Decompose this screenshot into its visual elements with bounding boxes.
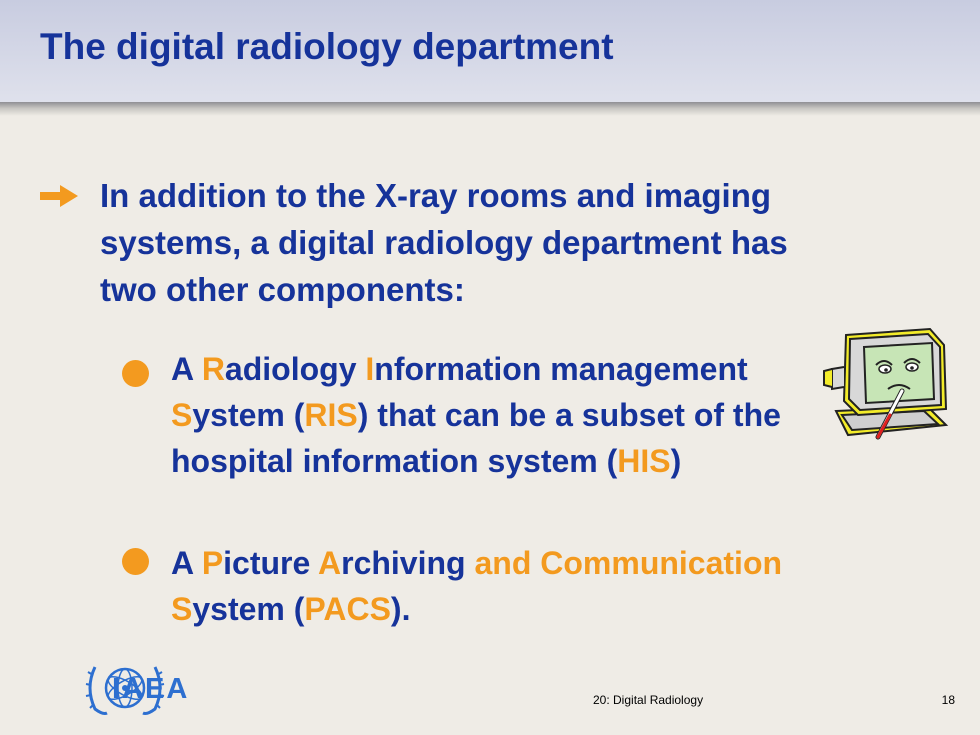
page-number: 18: [941, 693, 955, 707]
bullet-dot-icon: [122, 548, 149, 575]
bullet-part: ystem (: [192, 591, 305, 627]
bullet-part-accent: and Communication: [474, 545, 783, 581]
footer-text: 20: Digital Radiology: [593, 693, 704, 707]
arrow-right-icon: [38, 183, 80, 209]
bullet-part-accent: R: [201, 351, 225, 387]
bullet-dot-icon: [122, 360, 149, 387]
bullet-part-accent: P: [201, 545, 224, 581]
bullet-part-accent: S: [171, 591, 193, 627]
bullet-part: ystem (: [192, 397, 305, 433]
title-divider: [0, 102, 980, 116]
bullet-part: nformation management: [374, 351, 748, 387]
intro-text: In addition to the X-ray rooms and imaging systems, a digital radiology department has two other components:: [100, 177, 788, 308]
sick-computer-icon: [820, 323, 950, 453]
bullet-part: rchiving: [341, 545, 475, 581]
bullet-part-accent: I: [365, 351, 375, 387]
bullet-part-accent: HIS: [617, 443, 671, 479]
bullet-part: A: [171, 545, 202, 581]
slide-title: The digital radiology department: [40, 26, 614, 67]
bullet-part-accent: S: [171, 397, 193, 433]
bullet-part-accent: A: [318, 545, 342, 581]
bullet-part: ).: [390, 591, 411, 627]
bullet-part: ) that can be a subset of the hospital information system (: [171, 397, 781, 479]
bullet-part-accent: RIS: [304, 397, 358, 433]
bullet-part-accent: PACS: [304, 591, 391, 627]
bullet-part: A: [171, 351, 202, 387]
bullet-part: adiology: [224, 351, 366, 387]
bullet-pacs: [171, 540, 831, 632]
bullet-ris: [171, 346, 831, 484]
bullet-part: icture: [223, 545, 318, 581]
logo-text: IAEA: [112, 673, 190, 705]
bullet-part: ): [670, 443, 682, 479]
